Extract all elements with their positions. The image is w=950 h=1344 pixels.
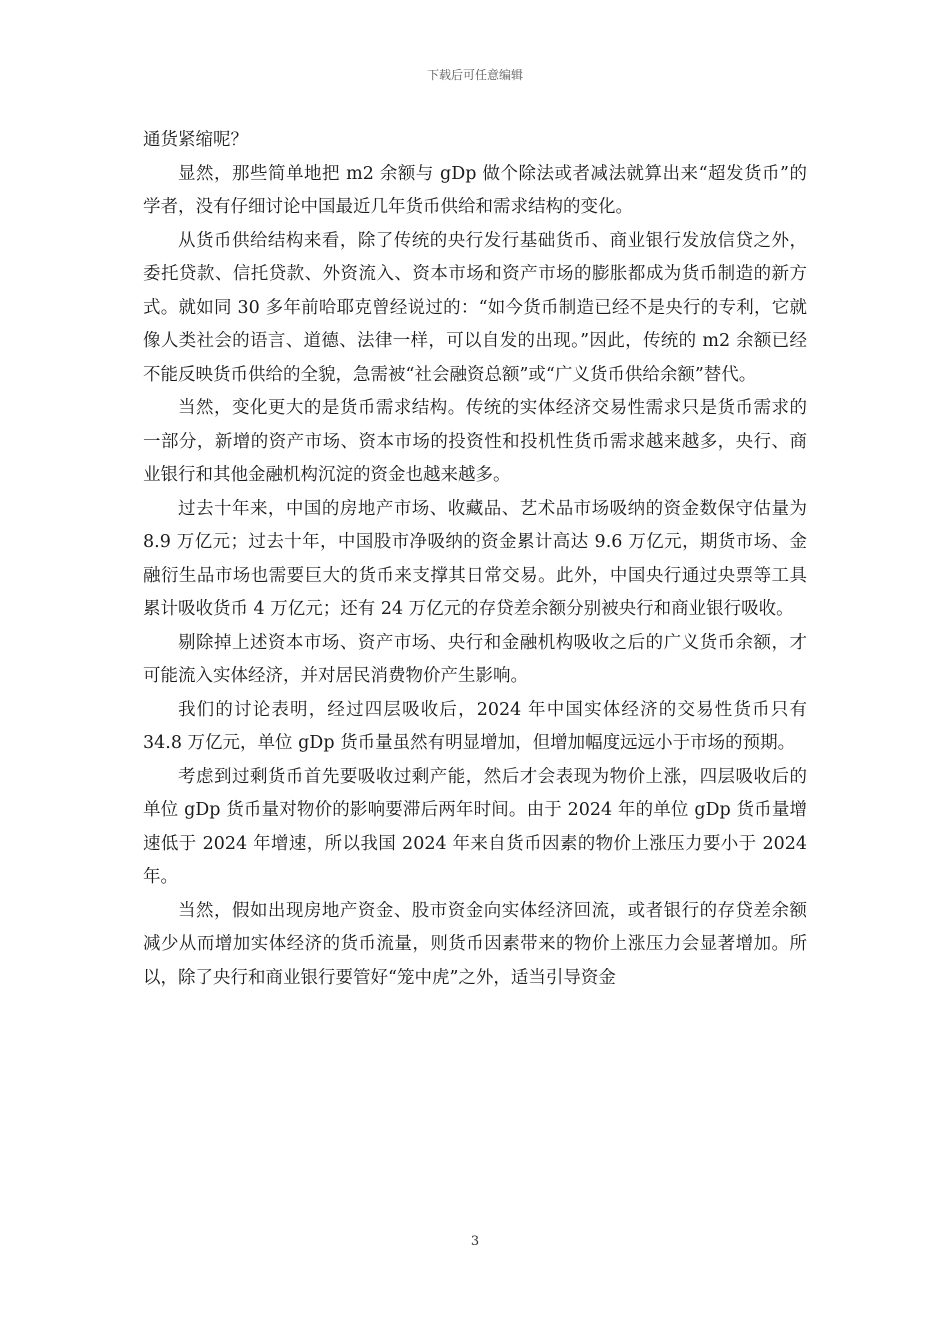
page-header: 下载后可任意编辑 [426, 68, 523, 82]
paragraph: 当然，变化更大的是货币需求结构。传统的实体经济交易性需求只是货币需求的一部分，新增的资产市场、资本市场的投资性和投机性货币需求越来越多，央行、商业银行和其他金融机构沉淀的资金也越来越多。 [143, 398, 807, 485]
paragraph: 考虑到过剩货币首先要吸收过剩产能，然后才会表现为物价上涨，四层吸收后的单位 gDp 货币量对物价的影响要滞后两年时间。由于 2024 年的单位 gDp 货币量增速低于 2024 年增速，所以我国 2024 年来自货币因素的物价上涨压力要小于 2024 年。 [143, 766, 807, 887]
page-number: 3 [470, 1234, 480, 1249]
paragraph: 过去十年来，中国的房地产市场、收藏品、艺术品市场吸纳的资金数保守估量为 8.9 万亿元；过去十年，中国股市净吸纳的资金累计高达 9.6 万亿元，期货市场、金融衍生品市场也需要巨大的货币来支撑其日常交易。此外，中国央行通过央票等工具累计吸收货币 4 万亿元；还有 24 万亿元的存贷差余额分别被央行和商业银行吸收。 [143, 498, 807, 619]
paragraph: 显然，那些简单地把 m2 余额与 gDp 做个除法或者减法就算出来“超发货币”的学者，没有仔细讨论中国最近几年货币供给和需求结构的变化。 [143, 163, 807, 217]
paragraph: 我们的讨论表明，经过四层吸收后，2024 年中国实体经济的交易性货币只有 34.8 万亿元，单位 gDp 货币量虽然有明显增加，但增加幅度远远小于市场的预期。 [143, 699, 807, 753]
paragraph: 当然，假如出现房地产资金、股市资金向实体经济回流，或者银行的存贷差余额减少从而增加实体经济的货币流量，则货币因素带来的物价上涨压力会显著增加。所以，除了央行和商业银行要管好“笼中虎”之外，适当引导资金 [143, 900, 807, 988]
paragraph-continuation: 通货紧缩呢？ [143, 130, 248, 150]
document-body [143, 124, 807, 995]
paragraph: 从货币供给结构来看，除了传统的央行发行基础货币、商业银行发放信贷之外，委托贷款、信托贷款、外资流入、资本市场和资产市场的膨胀都成为货币制造的新方式。就如同 30 多年前哈耶克曾经说过的：“如今货币制造已经不是央行的专利，它就像人类社会的语言、道德、法律一样，可以自发的出现。”因此，传统的 m2 余额已经不能反映货币供给的全貌，急需被“社会融资总额”或“广义货币供给余额”替代。 [143, 230, 807, 385]
paragraph: 剔除掉上述资本市场、资产市场、央行和金融机构吸收之后的广义货币余额，才可能流入实体经济，并对居民消费物价产生影响。 [143, 632, 807, 686]
